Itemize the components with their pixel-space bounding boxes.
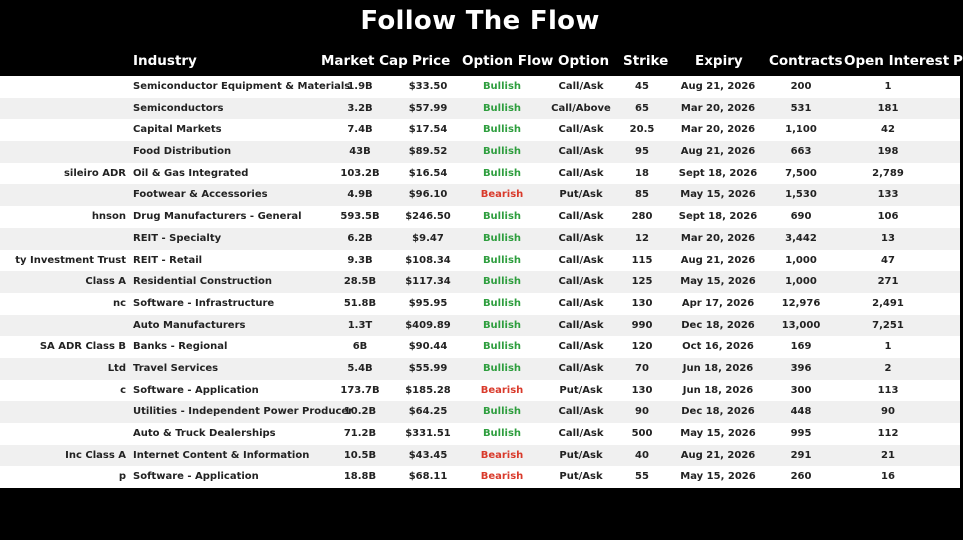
option-flow-cell: Bearish xyxy=(480,384,524,396)
market-cap-cell: 28.5B xyxy=(343,276,377,288)
option-flow-cell: Bullish xyxy=(482,81,522,92)
expiry-cell: May 15, 2026 xyxy=(680,471,756,483)
expiry-cell: May 15, 2026 xyxy=(680,428,756,439)
expiry-cell: Dec 18, 2026 xyxy=(681,319,755,331)
expiry-cell: Aug 21, 2026 xyxy=(680,146,756,158)
company-name xyxy=(0,184,126,206)
table-row[interactable] xyxy=(0,119,960,141)
open-interest-cell: 13 xyxy=(881,232,895,244)
industry-cell: REIT - Specialty xyxy=(133,232,222,244)
option-type-cell: Call/Ask xyxy=(558,341,604,353)
strike-cell: 45 xyxy=(635,81,649,92)
contracts-cell: 1,000 xyxy=(785,254,817,266)
option-flow-cell: Bullish xyxy=(482,146,522,158)
expiry-cell: Mar 20, 2026 xyxy=(680,124,756,136)
company-name: p xyxy=(118,471,126,483)
open-interest-cell: 198 xyxy=(877,146,899,158)
option-flow-cell: Bullish xyxy=(482,211,522,223)
company-name xyxy=(0,315,126,337)
industry-cell: Internet Content & Information xyxy=(133,449,310,461)
open-interest-cell: 106 xyxy=(877,211,899,223)
industry-cell: Travel Services xyxy=(133,362,219,374)
company-name: sileiro ADR xyxy=(63,167,126,179)
strike-cell: 65 xyxy=(635,102,649,114)
contracts-cell: 7,500 xyxy=(785,167,817,179)
company-name xyxy=(0,76,126,98)
option-type-cell: Call/Ask xyxy=(558,254,604,266)
price-cell: $33.50 xyxy=(408,81,448,92)
industry-cell: Banks - Regional xyxy=(133,341,228,353)
contracts-cell: 169 xyxy=(790,341,812,353)
contracts-cell: 291 xyxy=(790,449,812,461)
price-cell: $55.99 xyxy=(408,362,448,374)
open-interest-cell: 271 xyxy=(877,276,899,288)
company-name: Class A xyxy=(85,276,126,288)
option-flow-cell: Bullish xyxy=(482,341,522,353)
market-cap-cell: 9.3B xyxy=(347,254,373,266)
header-open-interest[interactable]: Open Interest xyxy=(844,53,950,69)
option-flow-cell: Bullish xyxy=(482,297,522,309)
open-interest-cell: 181 xyxy=(877,102,899,114)
option-type-cell: Call/Ask xyxy=(558,81,604,92)
contracts-cell: 13,000 xyxy=(781,319,821,331)
option-type-cell: Call/Ask xyxy=(558,406,604,418)
option-flow-cell: Bullish xyxy=(482,124,522,136)
expiry-cell: Jun 18, 2026 xyxy=(682,362,754,374)
market-cap-cell: 18.8B xyxy=(343,471,377,483)
strike-cell: 85 xyxy=(635,189,649,201)
contracts-cell: 995 xyxy=(790,428,812,439)
contracts-cell: 690 xyxy=(790,211,812,223)
market-cap-cell: 7.4B xyxy=(347,124,373,136)
strike-cell: 990 xyxy=(631,319,653,331)
market-cap-cell: 4.9B xyxy=(347,189,373,201)
industry-cell: Footwear & Accessories xyxy=(133,189,268,201)
price-cell: $246.50 xyxy=(405,211,451,223)
expiry-cell: Mar 20, 2026 xyxy=(680,102,756,114)
strike-cell: 55 xyxy=(635,471,649,483)
table-row[interactable] xyxy=(0,76,960,98)
market-cap-cell: 6.2B xyxy=(347,232,373,244)
header-price[interactable]: Price xyxy=(412,53,451,69)
market-cap-cell: 1.3T xyxy=(347,319,373,331)
table-row[interactable] xyxy=(0,466,960,488)
option-type-cell: Call/Ask xyxy=(558,362,604,374)
industry-cell: Oil & Gas Integrated xyxy=(133,167,249,179)
strike-cell: 90 xyxy=(635,406,649,418)
option-flow-cell: Bullish xyxy=(482,428,522,439)
table-row[interactable] xyxy=(0,141,960,163)
market-cap-cell: 71.2B xyxy=(343,428,377,439)
option-type-cell: Call/Ask xyxy=(558,319,604,331)
strike-cell: 115 xyxy=(631,254,653,266)
open-interest-cell: 113 xyxy=(877,384,899,396)
market-cap-cell: 10.5B xyxy=(343,449,377,461)
price-cell: $64.25 xyxy=(408,406,448,418)
contracts-cell: 260 xyxy=(790,471,812,483)
market-cap-cell: 5.4B xyxy=(347,362,373,374)
open-interest-cell: 1 xyxy=(884,81,892,92)
industry-cell: Semiconductors xyxy=(133,102,224,114)
strike-cell: 130 xyxy=(631,384,653,396)
table-header xyxy=(0,48,963,76)
contracts-cell: 12,976 xyxy=(781,297,821,309)
option-flow-cell: Bearish xyxy=(480,471,524,483)
company-name: nc xyxy=(112,297,126,309)
option-flow-cell: Bullish xyxy=(482,254,522,266)
price-cell: $95.95 xyxy=(408,297,448,309)
open-interest-cell: 2 xyxy=(884,362,892,374)
market-cap-cell: 103.2B xyxy=(340,167,380,179)
open-interest-cell: 2,789 xyxy=(872,167,904,179)
strike-cell: 280 xyxy=(631,211,653,223)
table-row[interactable] xyxy=(0,336,960,358)
option-type-cell: Put/Ask xyxy=(559,471,603,483)
open-interest-cell: 133 xyxy=(877,189,899,201)
industry-cell: Auto & Truck Dealerships xyxy=(133,428,276,439)
option-type-cell: Put/Ask xyxy=(559,189,603,201)
table-row[interactable] xyxy=(0,250,960,272)
strike-cell: 12 xyxy=(635,232,649,244)
table-row[interactable] xyxy=(0,315,960,337)
header-cut-off[interactable]: P xyxy=(953,53,963,69)
option-flow-cell: Bullish xyxy=(482,276,522,288)
header-industry[interactable]: Industry xyxy=(133,53,197,69)
option-flow-cell: Bullish xyxy=(482,102,522,114)
expiry-cell: Jun 18, 2026 xyxy=(682,384,754,396)
industry-cell: Software - Infrastructure xyxy=(133,297,275,309)
market-cap-cell: 3.2B xyxy=(347,102,373,114)
header-option-flow[interactable]: Option Flow xyxy=(462,53,554,69)
industry-cell: Auto Manufacturers xyxy=(133,319,246,331)
expiry-cell: Aug 21, 2026 xyxy=(680,254,756,266)
contracts-cell: 396 xyxy=(790,362,812,374)
option-type-cell: Call/Ask xyxy=(558,124,604,136)
option-flow-cell: Bearish xyxy=(480,189,524,201)
company-name xyxy=(0,98,126,120)
price-cell: $90.44 xyxy=(408,341,448,353)
market-cap-cell: 173.7B xyxy=(340,384,380,396)
industry-cell: Semiconductor Equipment & Materials xyxy=(133,81,351,92)
table-row[interactable] xyxy=(0,271,960,293)
strike-cell: 70 xyxy=(635,362,649,374)
contracts-cell: 531 xyxy=(790,102,812,114)
strike-cell: 125 xyxy=(631,276,653,288)
industry-cell: Drug Manufacturers - General xyxy=(133,211,302,223)
price-cell: $409.89 xyxy=(405,319,451,331)
table-row[interactable] xyxy=(0,293,960,315)
table-row[interactable] xyxy=(0,401,960,423)
contracts-cell: 3,442 xyxy=(785,232,817,244)
price-cell: $43.45 xyxy=(408,449,448,461)
company-name: ty Investment Trust xyxy=(15,254,126,266)
company-name: Ltd xyxy=(107,362,126,374)
contracts-cell: 1,100 xyxy=(785,124,817,136)
table-row[interactable] xyxy=(0,358,960,380)
option-type-cell: Call/Ask xyxy=(558,276,604,288)
table-row[interactable] xyxy=(0,206,960,228)
company-name xyxy=(0,228,126,250)
option-flow-cell: Bearish xyxy=(480,449,524,461)
expiry-cell: Mar 20, 2026 xyxy=(680,232,756,244)
price-cell: $17.54 xyxy=(408,124,448,136)
price-cell: $185.28 xyxy=(405,384,451,396)
table-body xyxy=(0,76,960,488)
option-flow-cell: Bullish xyxy=(482,319,522,331)
contracts-cell: 300 xyxy=(790,384,812,396)
open-interest-cell: 42 xyxy=(881,124,895,136)
open-interest-cell: 112 xyxy=(877,428,899,439)
open-interest-cell: 7,251 xyxy=(872,319,904,331)
flow-table xyxy=(0,48,963,490)
company-name xyxy=(0,401,126,423)
expiry-cell: Oct 16, 2026 xyxy=(682,341,754,353)
company-name: Inc Class A xyxy=(65,449,126,461)
option-type-cell: Call/Ask xyxy=(558,297,604,309)
price-cell: $117.34 xyxy=(405,276,451,288)
header-option[interactable]: Option xyxy=(558,53,610,69)
strike-cell: 18 xyxy=(635,167,649,179)
option-type-cell: Call/Ask xyxy=(558,232,604,244)
table-row[interactable] xyxy=(0,184,960,206)
expiry-cell: Aug 21, 2026 xyxy=(680,449,756,461)
strike-cell: 20.5 xyxy=(629,124,655,136)
industry-cell: Software - Application xyxy=(133,384,259,396)
expiry-cell: Apr 17, 2026 xyxy=(681,297,755,309)
strike-cell: 130 xyxy=(631,297,653,309)
header-contracts[interactable]: Contracts xyxy=(769,53,843,69)
open-interest-cell: 2,491 xyxy=(872,297,904,309)
price-cell: $89.52 xyxy=(408,146,448,158)
company-name xyxy=(0,119,126,141)
industry-cell: Residential Construction xyxy=(133,276,273,288)
market-cap-cell: 43B xyxy=(349,146,371,158)
market-cap-cell: 593.5B xyxy=(340,211,380,223)
option-type-cell: Put/Ask xyxy=(559,384,603,396)
option-type-cell: Call/Ask xyxy=(558,167,604,179)
company-name: c xyxy=(120,384,126,396)
strike-cell: 40 xyxy=(635,449,649,461)
header-market-cap[interactable]: Market Cap xyxy=(321,53,408,69)
contracts-cell: 663 xyxy=(790,146,812,158)
table-row[interactable] xyxy=(0,380,960,402)
contracts-cell: 1,000 xyxy=(785,276,817,288)
option-flow-cell: Bullish xyxy=(482,362,522,374)
contracts-cell: 200 xyxy=(790,81,812,92)
page-title: Follow The Flow xyxy=(360,6,600,36)
table-row[interactable] xyxy=(0,98,960,120)
expiry-cell: Sept 18, 2026 xyxy=(678,211,758,223)
expiry-cell: May 15, 2026 xyxy=(680,276,756,288)
open-interest-cell: 47 xyxy=(881,254,895,266)
price-cell: $68.11 xyxy=(408,471,448,483)
option-type-cell: Put/Ask xyxy=(559,449,603,461)
price-cell: $331.51 xyxy=(405,428,451,439)
price-cell: $108.34 xyxy=(405,254,451,266)
expiry-cell: May 15, 2026 xyxy=(680,189,756,201)
price-cell: $57.99 xyxy=(408,102,448,114)
market-cap-cell: 10.2B xyxy=(343,406,377,418)
option-type-cell: Call/Ask xyxy=(558,146,604,158)
price-cell: $16.54 xyxy=(408,167,448,179)
market-cap-cell: 6B xyxy=(352,341,368,353)
company-name: SA ADR Class B xyxy=(39,341,126,353)
option-type-cell: Call/Ask xyxy=(558,211,604,223)
header-strike[interactable]: Strike xyxy=(623,53,669,69)
open-interest-cell: 90 xyxy=(881,406,895,418)
market-cap-cell: 51.8B xyxy=(343,297,377,309)
expiry-cell: Dec 18, 2026 xyxy=(681,406,755,418)
option-type-cell: Call/Ask xyxy=(558,428,604,439)
expiry-cell: Sept 18, 2026 xyxy=(678,167,758,179)
industry-cell: Software - Application xyxy=(133,471,259,483)
industry-cell: Capital Markets xyxy=(133,124,222,136)
contracts-cell: 448 xyxy=(790,406,812,418)
open-interest-cell: 1 xyxy=(884,341,892,353)
industry-cell: Food Distribution xyxy=(133,146,232,158)
market-cap-cell: 1.9B xyxy=(347,81,373,92)
industry-cell: Utilities - Independent Power Producer xyxy=(133,406,354,418)
option-flow-cell: Bullish xyxy=(482,232,522,244)
expiry-cell: Aug 21, 2026 xyxy=(680,81,756,92)
table-row[interactable] xyxy=(0,445,960,467)
strike-cell: 500 xyxy=(631,428,653,439)
industry-cell: REIT - Retail xyxy=(133,254,203,266)
price-cell: $9.47 xyxy=(412,232,444,244)
open-interest-cell: 16 xyxy=(881,471,895,483)
strike-cell: 120 xyxy=(631,341,653,353)
table-row[interactable] xyxy=(0,423,960,445)
header-expiry[interactable]: Expiry xyxy=(695,53,743,69)
table-row[interactable] xyxy=(0,228,960,250)
company-name xyxy=(0,141,126,163)
strike-cell: 95 xyxy=(635,146,649,158)
option-type-cell: Call/Above xyxy=(551,102,611,114)
company-name xyxy=(0,423,126,445)
price-cell: $96.10 xyxy=(408,189,448,201)
company-name: hnson xyxy=(91,211,126,223)
contracts-cell: 1,530 xyxy=(785,189,817,201)
table-row[interactable] xyxy=(0,163,960,185)
open-interest-cell: 21 xyxy=(881,449,895,461)
option-flow-cell: Bullish xyxy=(482,406,522,418)
option-flow-cell: Bullish xyxy=(482,167,522,179)
